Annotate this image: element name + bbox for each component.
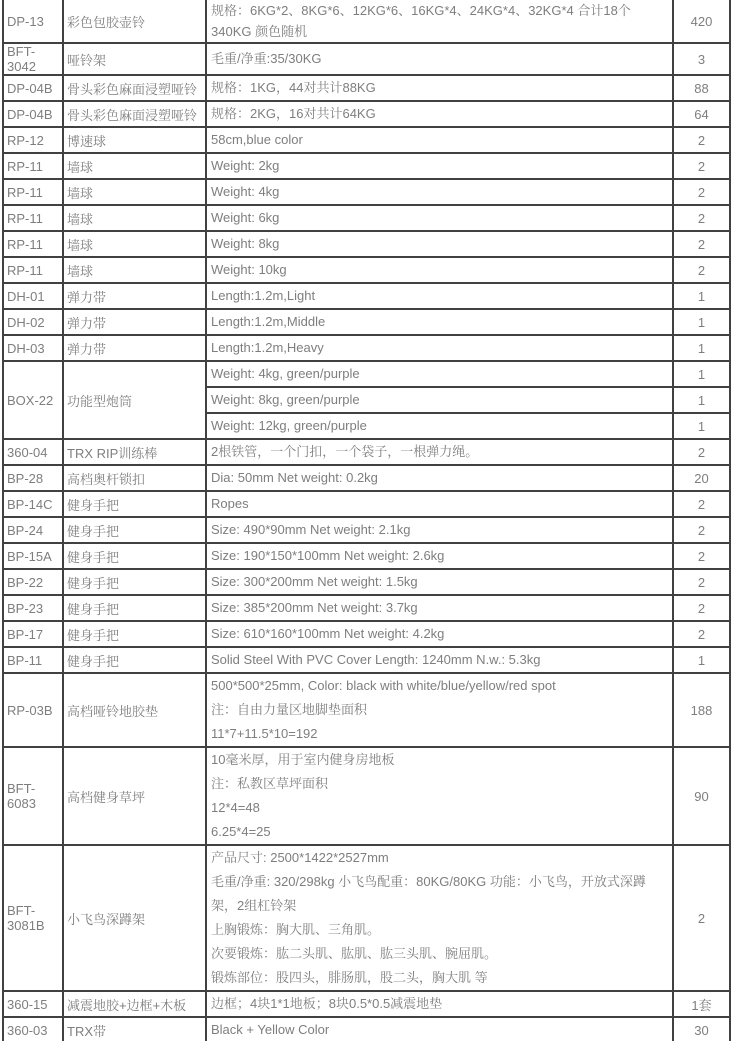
spec-line: 2根铁管，一个门扣，一个袋子，一根弹力绳。 [211,444,479,459]
qty-cell: 2 [673,439,730,465]
spec-cell [206,127,673,153]
spec-line: 产品尺寸: 2500*1422*2527mm [211,850,389,865]
product-name-cell: 功能型炮筒 [63,361,206,439]
product-name-cell: 墙球 [63,231,206,257]
product-name-cell: 高档奥杆锁扣 [63,465,206,491]
product-code-cell: BP-15A [3,543,63,569]
product-name-cell: 健身手把 [63,647,206,673]
spec-cell [206,595,673,621]
spec-line: Size: 490*90mm Net weight: 2.1kg [211,522,411,537]
table-row [3,647,730,673]
qty-cell: 1 [673,387,730,413]
product-code-cell: BOX-22 [3,361,63,439]
table-row [3,361,730,387]
spec-line: Weight: 8kg [211,236,280,251]
table-row [3,439,730,465]
product-name-cell: 墙球 [63,257,206,283]
spec-line: Length:1.2m,Middle [211,314,326,329]
table-row [3,153,730,179]
spec-cell [206,491,673,517]
table-row [3,1017,730,1041]
spec-cell [206,1017,673,1041]
product-code-cell: RP-11 [3,205,63,231]
table-row [3,283,730,309]
table-row [3,595,730,621]
spec-cell [206,569,673,595]
table-row [3,43,730,75]
spec-line: Dia: 50mm Net weight: 0.2kg [211,470,378,485]
spec-cell [206,257,673,283]
spec-cell [206,153,673,179]
qty-cell: 30 [673,1017,730,1041]
qty-cell: 2 [673,595,730,621]
table-row [3,75,730,101]
product-code-cell: RP-11 [3,153,63,179]
product-name-cell: 墙球 [63,179,206,205]
table-row [3,335,730,361]
spec-cell [206,0,673,43]
product-name-cell: 健身手把 [63,595,206,621]
product-name-cell: 健身手把 [63,569,206,595]
qty-cell: 2 [673,845,730,991]
spec-line: 毛重/净重: 320/298kg 小飞鸟配重：80KG/80KG 功能：小飞鸟，开放式深蹲架，2组杠铃架 [211,874,646,913]
spec-cell [206,413,673,439]
table-row [3,991,730,1017]
spec-line: Length:1.2m,Heavy [211,340,324,355]
product-name-cell: 小飞鸟深蹲架 [63,845,206,991]
product-code-cell: BP-11 [3,647,63,673]
product-code-cell: RP-11 [3,231,63,257]
table-row [3,569,730,595]
product-code-cell: 360-04 [3,439,63,465]
product-code-cell: BP-23 [3,595,63,621]
qty-cell: 88 [673,75,730,101]
spec-line: Weight: 4kg, green/purple [211,366,360,381]
product-code-cell: BP-24 [3,517,63,543]
product-code-cell: BFT-6083 [3,747,63,845]
spec-cell [206,439,673,465]
table-row [3,101,730,127]
qty-cell: 20 [673,465,730,491]
spec-line: Weight: 6kg [211,210,280,225]
product-code-cell: DP-04B [3,75,63,101]
spec-line: Black + Yellow Color [211,1022,330,1037]
qty-cell: 2 [673,231,730,257]
spec-cell [206,747,673,845]
spec-line: 规格：6KG*2、8KG*6、12KG*6、16KG*4、24KG*4、32KG*4 合计18个340KG 颜色随机 [211,3,631,39]
spec-line: Ropes [211,496,249,511]
spec-line: Size: 300*200mm Net weight: 1.5kg [211,574,418,589]
qty-cell: 2 [673,491,730,517]
spec-cell [206,75,673,101]
spec-cell [206,543,673,569]
spec-line: 次要锻炼：肱二头肌、肱肌、肱三头肌、腕屈肌。 [211,946,498,961]
table-row [3,205,730,231]
qty-cell: 90 [673,747,730,845]
product-code-cell: BP-14C [3,491,63,517]
product-code-cell: BP-28 [3,465,63,491]
spec-cell [206,231,673,257]
table-row [3,747,730,845]
qty-cell: 2 [673,257,730,283]
spec-cell [206,621,673,647]
qty-cell: 1套 [673,991,730,1017]
table-row [3,309,730,335]
spec-line: Weight: 4kg [211,184,280,199]
spec-cell [206,335,673,361]
product-name-cell: 减震地胶+边框+木板 [63,991,206,1017]
product-name-cell: TRX带 [63,1017,206,1041]
spec-line: 注：私教区草坪面积 [211,776,329,791]
product-code-cell: DH-01 [3,283,63,309]
spec-line: Weight: 10kg [211,262,287,277]
product-name-cell: 弹力带 [63,335,206,361]
spec-line: Solid Steel With PVC Cover Length: 1240mm N.w.: 5.3kg [211,652,541,667]
spec-line: 6.25*4=25 [211,824,271,839]
table-row [3,845,730,991]
table-row [3,465,730,491]
product-name-cell: 健身手把 [63,491,206,517]
product-code-cell: DH-02 [3,309,63,335]
spec-cell [206,179,673,205]
product-name-cell: TRX RIP训练棒 [63,439,206,465]
spec-cell [206,465,673,491]
qty-cell: 420 [673,0,730,43]
qty-cell: 188 [673,673,730,747]
spec-cell [206,517,673,543]
table-row [3,491,730,517]
qty-cell: 2 [673,569,730,595]
table-row [3,231,730,257]
spec-cell [206,387,673,413]
spec-cell [206,647,673,673]
table-row [3,543,730,569]
product-name-cell: 墙球 [63,153,206,179]
qty-cell: 1 [673,647,730,673]
table-row [3,0,730,43]
spec-cell [206,991,673,1017]
spec-line: 锻炼部位：股四头，腓肠肌，股二头，胸大肌 等 [211,970,488,985]
qty-cell: 2 [673,205,730,231]
product-code-cell: BFT-3042 [3,43,63,75]
spec-line: 58cm,blue color [211,132,303,147]
product-name-cell: 骨头彩色麻面浸塑哑铃 [63,75,206,101]
spec-line: 规格：2KG，16对共计64KG [211,106,376,121]
spec-line: Weight: 12kg, green/purple [211,418,367,433]
table-row [3,621,730,647]
product-code-cell: DP-13 [3,0,63,43]
spec-cell [206,673,673,747]
spec-line: 10毫米厚，用于室内健身房地板 [211,752,395,767]
product-name-cell: 弹力带 [63,283,206,309]
product-name-cell: 高档哑铃地胶垫 [63,673,206,747]
qty-cell: 1 [673,283,730,309]
qty-cell: 2 [673,179,730,205]
qty-cell: 2 [673,127,730,153]
spec-line: Weight: 2kg [211,158,280,173]
spec-cell [206,283,673,309]
product-name-cell: 彩色包胶壶铃 [63,0,206,43]
spec-cell [206,43,673,75]
product-code-cell: BP-22 [3,569,63,595]
spec-line: Size: 385*200mm Net weight: 3.7kg [211,600,418,615]
qty-cell: 64 [673,101,730,127]
table-row [3,257,730,283]
table-row [3,673,730,747]
table-row [3,179,730,205]
spec-line: 注：自由力量区地脚垫面积 [211,702,368,717]
qty-cell: 2 [673,153,730,179]
product-name-cell: 墙球 [63,205,206,231]
spec-cell [206,845,673,991]
product-code-cell: 360-15 [3,991,63,1017]
product-code-cell: RP-11 [3,257,63,283]
spec-line: 边框；4块1*1地板；8块0.5*0.5减震地垫 [211,996,443,1011]
spec-line: 11*7+11.5*10=192 [211,726,318,741]
product-code-cell: 360-03 [3,1017,63,1041]
spec-line: 500*500*25mm, Color: black with white/blue/yellow/red spot [211,678,556,693]
product-name-cell: 健身手把 [63,543,206,569]
table-row [3,127,730,153]
spec-line: 规格：1KG，44对共计88KG [211,80,376,95]
product-name-cell: 哑铃架 [63,43,206,75]
spec-line: Size: 190*150*100mm Net weight: 2.6kg [211,548,445,563]
qty-cell: 1 [673,413,730,439]
product-code-cell: DP-04B [3,101,63,127]
spec-cell [206,361,673,387]
product-name-cell: 博速球 [63,127,206,153]
product-table [2,0,731,1041]
product-code-cell: RP-11 [3,179,63,205]
spec-cell [206,309,673,335]
qty-cell: 3 [673,43,730,75]
spec-line: 毛重/净重:35/30KG [211,51,322,66]
spec-line: 12*4=48 [211,800,260,815]
product-name-cell: 骨头彩色麻面浸塑哑铃 [63,101,206,127]
spec-cell [206,205,673,231]
qty-cell: 1 [673,361,730,387]
product-code-cell: BFT-3081B [3,845,63,991]
table-row [3,517,730,543]
qty-cell: 1 [673,309,730,335]
spec-cell [206,101,673,127]
spec-line: Length:1.2m,Light [211,288,316,303]
product-name-cell: 健身手把 [63,517,206,543]
qty-cell: 2 [673,543,730,569]
qty-cell: 1 [673,335,730,361]
qty-cell: 2 [673,517,730,543]
qty-cell: 2 [673,621,730,647]
product-name-cell: 高档健身草坪 [63,747,206,845]
product-code-cell: BP-17 [3,621,63,647]
product-name-cell: 健身手把 [63,621,206,647]
product-code-cell: RP-03B [3,673,63,747]
product-name-cell: 弹力带 [63,309,206,335]
product-code-cell: RP-12 [3,127,63,153]
spec-line: Size: 610*160*100mm Net weight: 4.2kg [211,626,445,641]
spec-line: 上胸锻炼：胸大肌、三角肌。 [211,922,381,937]
spec-line: Weight: 8kg, green/purple [211,392,360,407]
product-code-cell: DH-03 [3,335,63,361]
